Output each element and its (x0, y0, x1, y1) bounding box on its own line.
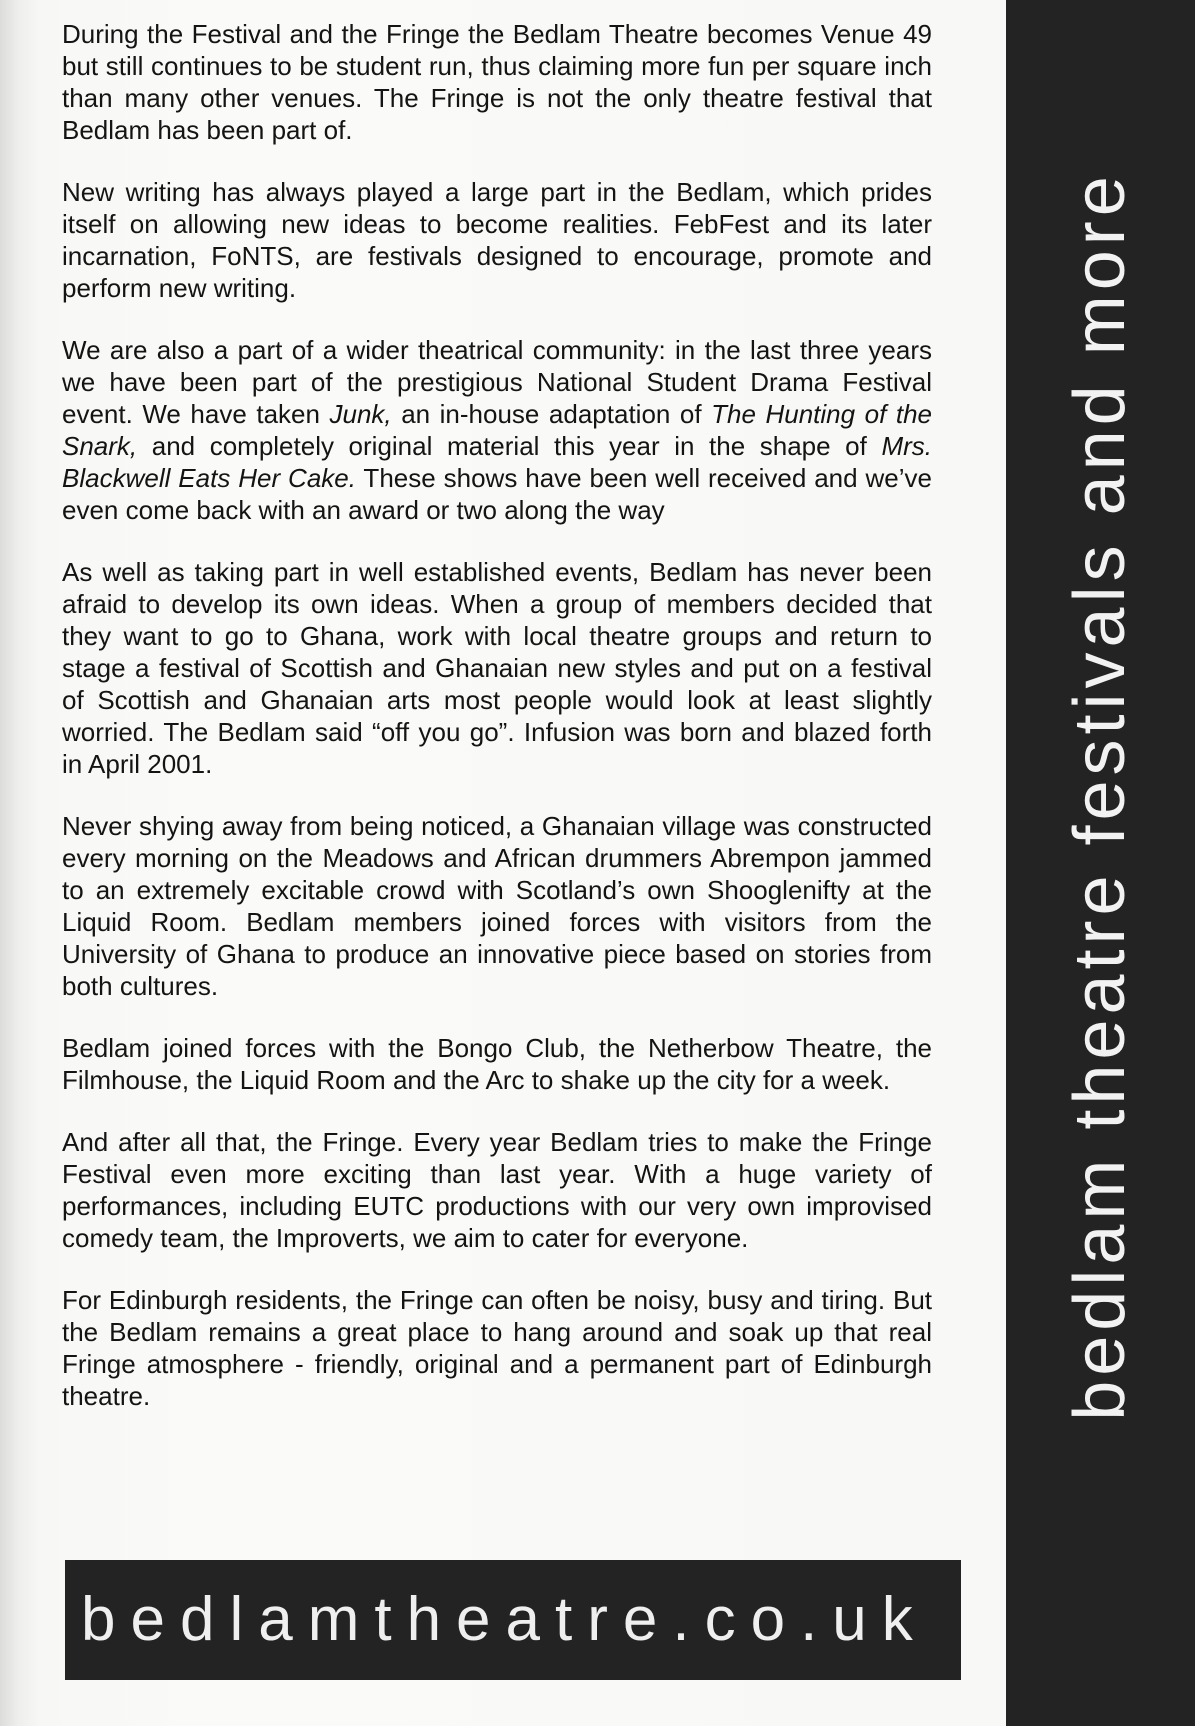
article-body (62, 18, 932, 1442)
paragraph-new-writing: New writing has always played a large part in the Bedlam, which prides itself on allowing new ideas to become realities. FebFest and its later incarnation, FoNTS, are festivals designed to encourage, promote and perform new writing. (62, 177, 932, 303)
title-mrs-blackwell: Mrs. Blackwell Eats Her Cake. (62, 431, 932, 493)
website-url[interactable]: bedlamtheatre.co.uk (81, 1585, 928, 1654)
title-hunting-of-the-snark: The Hunting of the Snark, (62, 399, 932, 461)
paragraph-edinburgh-residents: For Edinburgh residents, the Fringe can often be noisy, busy and tiring. But the Bedlam remains a great place to hang around and soak up that real Fringe atmosphere - friendly, original and a permanent part of Edinburgh theatre. (62, 1285, 932, 1411)
title-junk: Junk, (329, 399, 392, 429)
nsdf-text-2: an in-house adaptation of (391, 399, 712, 429)
nsdf-text-1: We are also a part of a wider theatrical community: in the last three years we have been part of the prestigious National Student Drama Festival event. We have taken (62, 335, 932, 429)
paragraph-infusion: As well as taking part in well established events, Bedlam has never been afraid to develop its own ideas. When a group of members decided that they want to go to Ghana, work with local theatre groups and return to stage a festival of Scottish and Ghanaian new styles and put on a festival of Scottish and Ghanaian arts most people would look at least slightly worried. The Bedlam said “off you go”. Infusion was born and blazed forth in April 2001. (62, 557, 932, 779)
paragraph-venue-49: During the Festival and the Fringe the Bedlam Theatre becomes Venue 49 but still continues to be student run, thus claiming more fun per square inch than many other venues. The Fringe is not the only theatre festival that Bedlam has been part of. (62, 19, 932, 145)
paragraph-partner-venues: Bedlam joined forces with the Bongo Club, the Netherbow Theatre, the Filmhouse, the Liquid Room and the Arc to shake up the city for a week. (62, 1033, 932, 1095)
nsdf-text-4: These shows have been well received and we’ve even come back with an award or two along the way (62, 463, 932, 525)
paragraph-ghanaian-village: Never shying away from being noticed, a Ghanaian village was constructed every morning on the Meadows and African drummers Abrempon jammed to an extremely excitable crowd with Scotland’s own Shooglenifty at the Liquid Room. Bedlam members joined forces with visitors from the University of Ghana to produce an innovative piece based on stories from both cultures. (62, 811, 932, 1001)
paragraph-fringe: And after all that, the Fringe. Every year Bedlam tries to make the Fringe Festival even more exciting than last year. With a huge variety of performances, including EUTC productions with our very own improvised comedy team, the Improverts, we aim to cater for everyone. (62, 1127, 932, 1253)
nsdf-text-3: and completely original material this year in the shape of (137, 431, 882, 461)
website-banner (65, 1560, 961, 1680)
paragraph-nsdf (62, 334, 932, 526)
side-banner-title: bedlam theatre festivals and more (1060, 171, 1140, 1421)
